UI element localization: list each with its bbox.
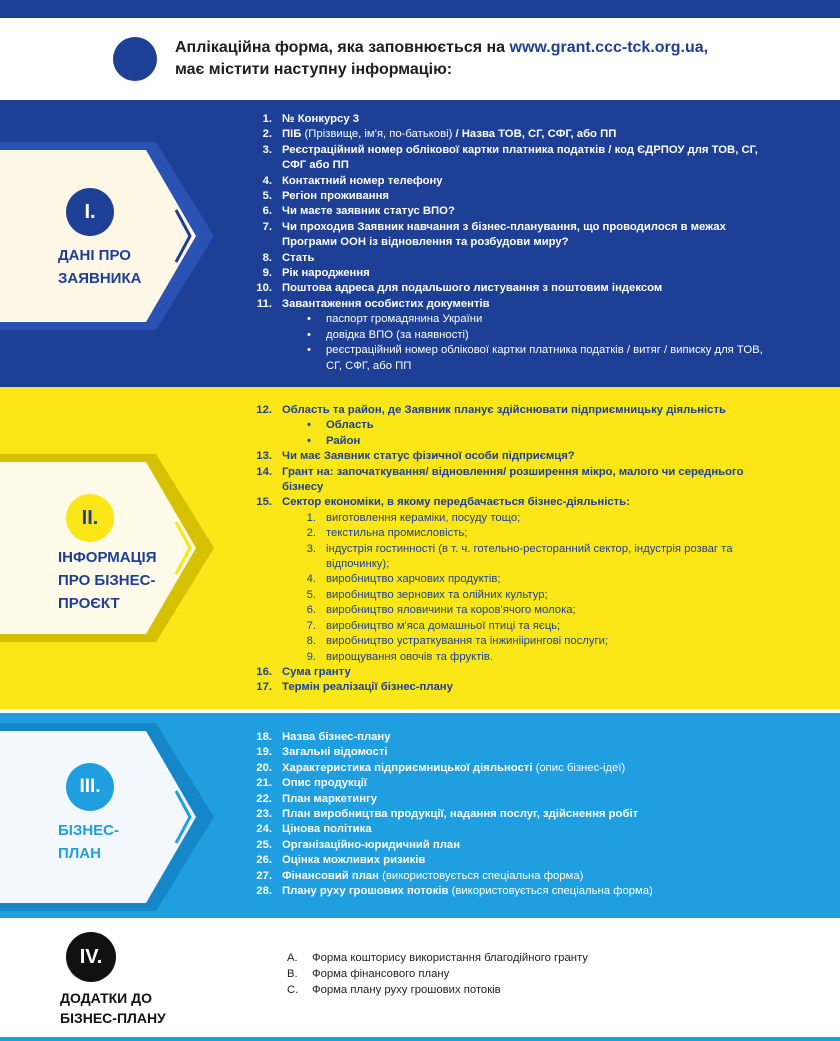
- sector-item: 1. виготовлення кераміки, посуду тощо;: [306, 511, 521, 524]
- sector-item: 8. виробництво устраткування та інжиніірингові послуги;: [306, 635, 609, 648]
- header-line2: має містити наступну інформацію:: [175, 61, 453, 78]
- section-1-title: [58, 244, 141, 290]
- sub-list-item: • довідка ВПО (за наявності): [250, 328, 765, 343]
- section-1-number: I.: [66, 188, 114, 236]
- section-3-title-line1: БІЗНЕС-: [58, 822, 120, 839]
- section-4-list: [287, 950, 588, 998]
- header: [0, 18, 840, 100]
- sector-item: 6. виробництво яловичини та коров'ячого молока;: [306, 604, 576, 617]
- sector-item: 7. виробництво м'яса домашньої птиці та яєць;: [306, 619, 561, 632]
- section-2-title: [58, 546, 157, 615]
- list-item: 17. Термін реалізації бізнес-плану: [256, 681, 453, 694]
- section-1-list: [250, 112, 765, 374]
- section-4-title-line2: БІЗНЕС-ПЛАНУ: [60, 1010, 166, 1026]
- sub-list-item: • реєстраційний номер облікової картки платника податків / витяг / виписку для ТОВ, СГ, СФГ, або ПП: [250, 343, 765, 374]
- list-item: 5. Регіон проживання: [262, 190, 389, 203]
- section-appendices: [0, 918, 840, 1041]
- sector-item: 5. виробництво зернових та олійних культур;: [306, 588, 548, 601]
- list-item: 13. Чи має Заявник статус фізичної особи підприємця?: [256, 450, 575, 463]
- section-1-arrow: [0, 142, 230, 330]
- list-item: 8. Стать: [262, 251, 315, 264]
- sector-item: 9. вирощування овочів та фруктів.: [306, 650, 494, 663]
- section-1-title-line1: ДАНІ ПРО: [58, 247, 131, 264]
- list-item: 19. Загальні відомості: [256, 746, 388, 759]
- sub-list-item: • Область: [250, 418, 765, 433]
- section-applicant: [0, 100, 840, 387]
- sector-item: 3. індустрія гостинності (в т. ч. готельно-ресторанний сектор, індустрія розваг та відпочинку);: [306, 542, 733, 571]
- section-1-title-line2: ЗАЯВНИКА: [58, 270, 142, 287]
- section-3-title-line2: ПЛАН: [58, 845, 101, 862]
- header-url: www.grant.ccc-tck.org.ua,: [509, 39, 709, 56]
- list-item: 9. Рік народження: [262, 267, 370, 280]
- section-4-number: IV.: [66, 932, 116, 982]
- list-item: 21. Опис продукції: [256, 777, 367, 790]
- list-item: 23. План виробництва продукції, надання послуг, здійснення робіт: [256, 808, 639, 821]
- section-2-list: [250, 403, 765, 696]
- section-3-list: [250, 730, 765, 899]
- list-item: 24. Цінова політика: [256, 823, 372, 836]
- header-line1: Аплікаційна форма, яка заповнюється на: [175, 39, 510, 56]
- sub-list-item: • Район: [250, 434, 765, 449]
- list-item: 10. Поштова адреса для подальшого листування з поштовим індексом: [256, 282, 663, 295]
- list-item: 28. Плану руху грошових потоків (використовується спеціальна форма): [256, 885, 653, 898]
- header-text: [175, 37, 815, 81]
- appendix-item: В. Форма фінансового плану: [287, 968, 450, 980]
- list-item: 15. Сектор економіки, в якому передбачається бізнес-діяльність:: [256, 496, 630, 509]
- list-item: 3. Реєстраційний номер облікової картки платника податків / код ЄДРПОУ для ТОВ, СГ, СФГ або ПП: [262, 143, 758, 172]
- list-item: 22. План маркетингу: [256, 792, 378, 805]
- appendix-item: А. Форма кошторису використання благодійного гранту: [287, 952, 588, 964]
- section-3-title: [58, 819, 119, 865]
- section-3-arrow: [0, 723, 230, 911]
- list-item: 7. Чи проходив Заявник навчання з бізнес-планування, що проводилося в межах Програми ООН із відновлення та розбудови миру?: [262, 220, 726, 249]
- list-item: 18. Назва бізнес-плану: [256, 731, 391, 743]
- bottom-line: [0, 1037, 840, 1041]
- sub-list-item: • паспорт громадянина України: [250, 312, 765, 327]
- list-item: 2. ПІБ (Прізвище, ім'я, по-батькові) / Назва ТОВ, СГ, СФГ, або ПП: [262, 128, 617, 141]
- list-item: 26. Оцінка можливих ризиків: [256, 854, 426, 867]
- top-bar: [0, 0, 840, 18]
- list-item: 6. Чи маєте заявник статус ВПО?: [262, 205, 455, 218]
- section-4-title: [60, 988, 166, 1028]
- section-2-number: II.: [66, 494, 114, 542]
- section-business-plan: [0, 713, 840, 918]
- section-2-title-line1: ІНФОРМАЦІЯ: [58, 549, 157, 566]
- list-item: 1. № Конкурсу 3: [262, 113, 360, 125]
- appendix-item: С. Форма плану руху грошових потоків: [287, 984, 501, 996]
- list-item: 16. Сума гранту: [256, 665, 351, 678]
- section-3-number: III.: [66, 763, 114, 811]
- sector-item: 2. текстильна промисловість;: [306, 527, 468, 540]
- section-4-title-line1: ДОДАТКИ ДО: [60, 990, 152, 1006]
- list-item: 12. Область та район, де Заявник планує здійснювати підприємницьку діяльність: [256, 404, 726, 416]
- section-business-project: [0, 387, 840, 709]
- list-item: 4. Контактний номер телефону: [262, 174, 443, 187]
- list-item: 14. Грант на: започаткування/ відновлення/ розширення мікро, малого чи середнього бізнесу: [256, 465, 744, 494]
- header-dot: [113, 37, 157, 81]
- section-2-title-line2: ПРО БІЗНЕС-: [58, 572, 156, 589]
- list-item: 20. Характеристика підприємницької діяльності (опис бізнес-ідеї): [256, 761, 626, 774]
- list-item: 25. Організаційно-юридичний план: [256, 838, 461, 851]
- sector-item: 4. виробництво харчових продуктів;: [306, 573, 501, 586]
- list-item: 11. Завантаження особистих документів: [256, 297, 490, 310]
- section-2-title-line3: ПРОЄКТ: [58, 595, 120, 612]
- list-item: 27. Фінансовий план (використовується спеціальна форма): [256, 869, 584, 882]
